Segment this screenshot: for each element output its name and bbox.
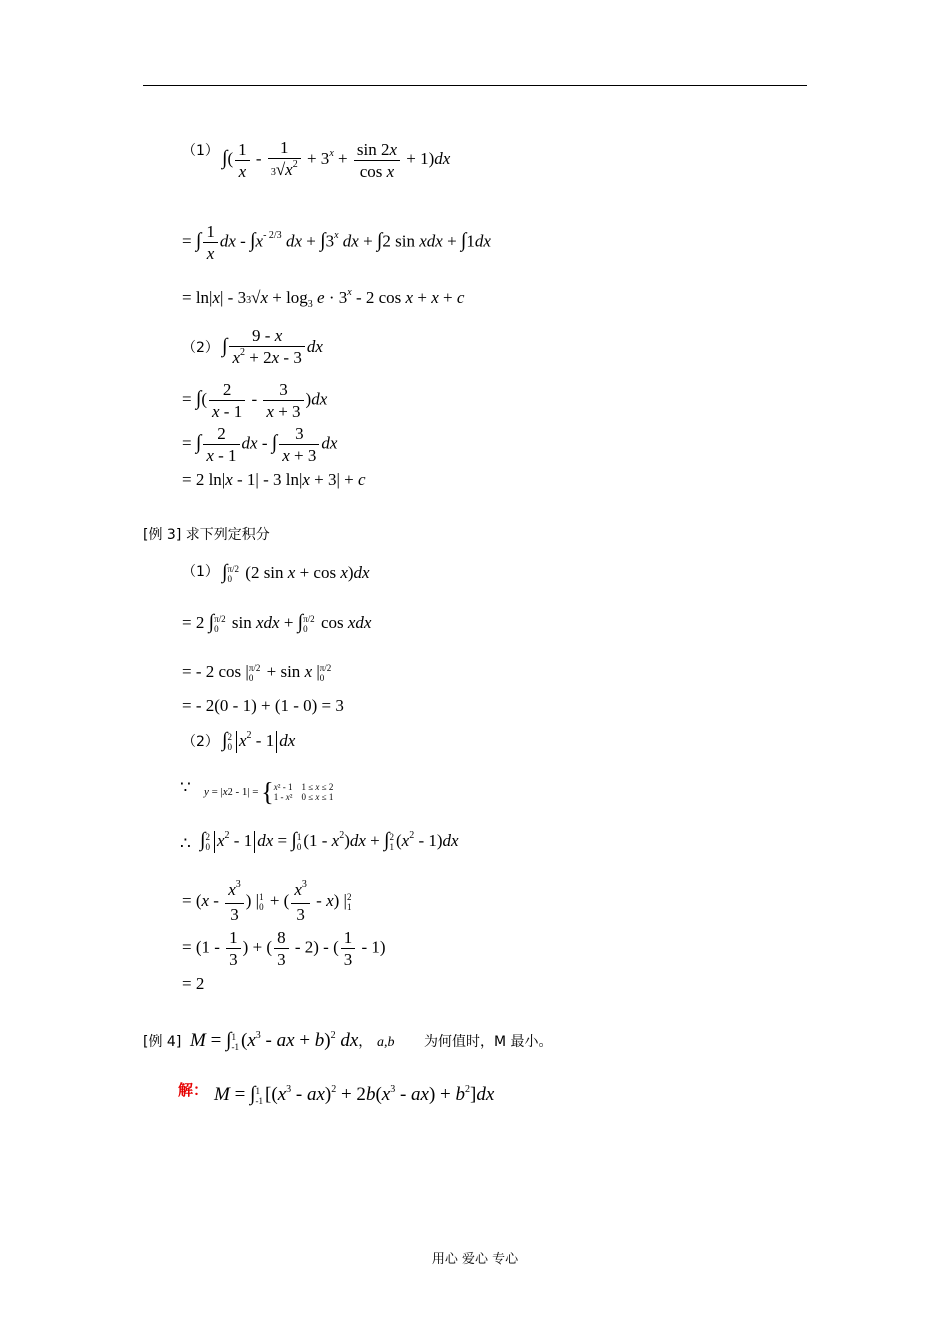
solution-formula: M = ∫ 1 -1 $[(x^3 - ax)^2 + 2b(x^3 - ax) + b^2]dx$ bbox=[214, 1083, 495, 1106]
formula-1-step-2: = $\ln|x| - 33√x + \log_3 e \cdot 3^x - 2$ cos x + x + c bbox=[182, 287, 465, 310]
formula-3-step-2: = - 2 cos | π/2 0 + sin x | π/2 0 bbox=[182, 662, 332, 684]
part-1-label: （1） bbox=[182, 564, 219, 580]
part-2-label: （2） bbox=[182, 340, 219, 356]
formula-3-step-3: = - 2(0 - 1) + (1 - 0) = 3 bbox=[182, 696, 344, 715]
solution-label: 解： bbox=[178, 1081, 209, 1099]
because-symbol: ∵ bbox=[180, 778, 191, 797]
formula-3-problem: ∫ π/2 0 (2 sin x + cos x)dx bbox=[222, 561, 370, 585]
formula-4-step-1: ∫ 2 0 $x^2 - 1$ dx = ∫ 1 0 $(1 - x^2)dx$ + ∫ 2 1 $(x^2 - 1)dx$ bbox=[200, 829, 459, 853]
formula-2-step-1: = ∫( $\frac{2}{x - 1}$ - $\frac{3}{x + 3}$ )dx bbox=[182, 380, 328, 421]
formula-1-problem: ∫( $\frac{1}{x}$ - $\frac{1}{3√x^2}$ + $3^x$ + $\frac{\sin 2x}{\text{cos x}}$ + 1)dx bbox=[222, 138, 451, 181]
piecewise-definition: y = |x2 - 1| = { x² - 1 1 ≤ x ≤ 2 1 - x² 0 ≤ x ≤ 1 bbox=[204, 777, 334, 807]
formula-4-result: = 2 bbox=[182, 974, 205, 993]
formula-4-step-3: = (1 - $\frac{1}{3}$ ) + ( $\frac{8}{3}$ - 2) - ( $\frac{1}{3}$ - 1) bbox=[182, 928, 386, 969]
example-4-question: 为何值时，M 最小。 bbox=[424, 1034, 553, 1050]
formula-2-step-3: = 2 ln|x - 1| - 3 ln|x + 3| + c bbox=[182, 470, 366, 489]
formula-3-step-1: = 2 ∫ π/2 0 sin xdx + ∫ π/2 0 cos xdx bbox=[182, 611, 372, 635]
example-3-heading: [例 3] 求下列定积分 bbox=[143, 527, 270, 543]
part-2-label: （2） bbox=[182, 734, 219, 750]
example-4-label: [例 4] bbox=[143, 1034, 182, 1050]
formula-2-step-2: = ∫ $\frac{2}{x - 1}$ dx - ∫ $\frac{3}{x + 3}$ dx bbox=[182, 424, 338, 465]
therefore-symbol: ∴ bbox=[180, 834, 191, 853]
formula-1-step-1: = ∫ $\frac{1}{x}$ dx - $\int x^{- 2/3}$ dx + $\int 3^x$ dx + ∫2 sin xdx + ∫1dx bbox=[182, 222, 491, 263]
formula-4-step-2: = (x - $\frac{x^3}{3}$ ) | 1 0 + ( $\frac{x^3}{3}$ - x) | 2 1 bbox=[182, 879, 352, 924]
formula-4-problem: ∫ 2 0 $x^2 - 1$ dx bbox=[222, 729, 296, 753]
part-1-label: （1） bbox=[182, 143, 219, 159]
page-footer: 用心 爱心 专心 bbox=[431, 1252, 519, 1267]
formula-2-problem: ∫ $\frac{9 - x}{x^2 + 2x - 3}$ dx bbox=[222, 326, 323, 367]
example-4-formula: M = ∫ 1 -1 ($x^3$ - ax + b)$^2$ dx， a,b bbox=[190, 1029, 395, 1052]
header-rule bbox=[143, 85, 807, 86]
